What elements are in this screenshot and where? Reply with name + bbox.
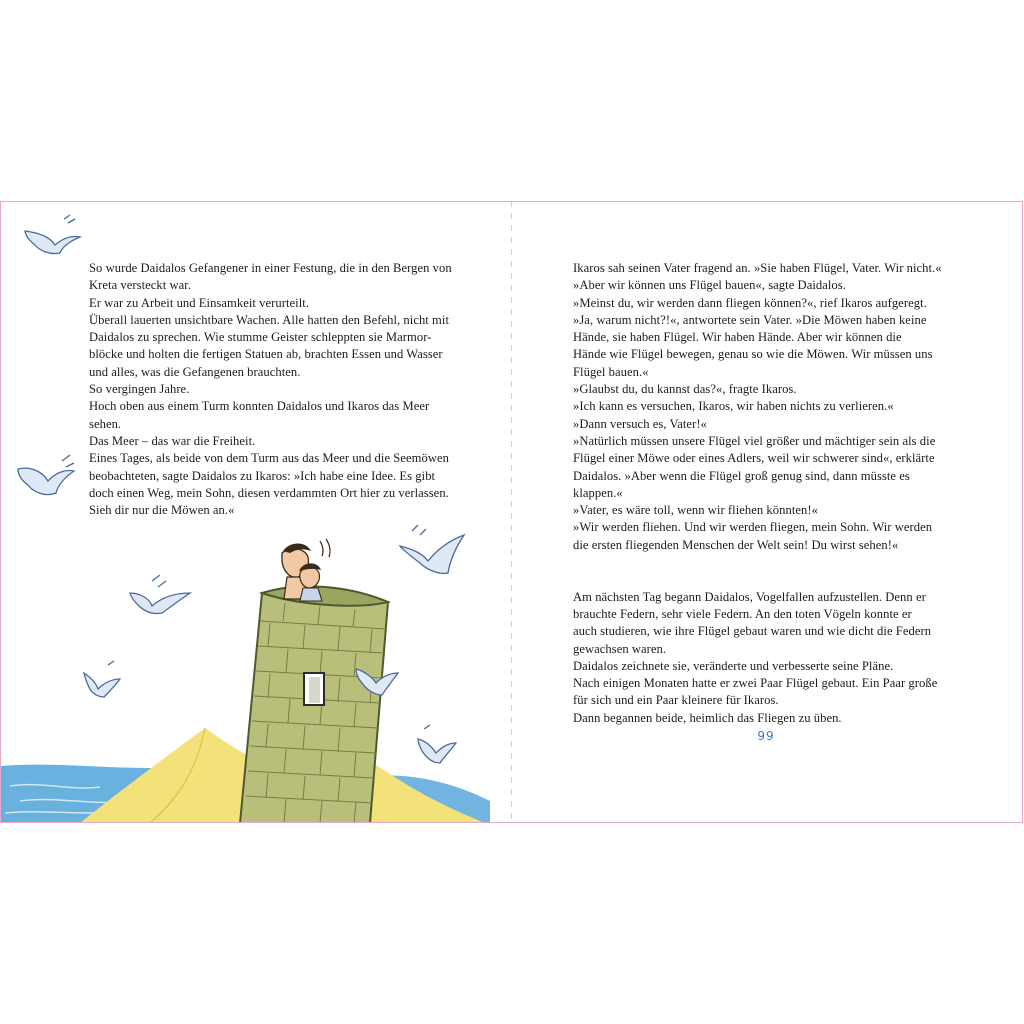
seagull-icon — [25, 215, 80, 254]
text-line: Dann begannen beide, heimlich das Fliegen zu üben. — [573, 710, 842, 725]
text-line: Sieh dir nur die Möwen an.« — [89, 503, 235, 518]
seagull-icon — [418, 725, 456, 763]
seagull-icon — [84, 661, 120, 697]
page-number: 99 — [757, 729, 775, 743]
text-line: und alles, was die Gefangenen brauchten. — [89, 364, 301, 379]
text-line: So wurde Daidalos Gefangener in einer Festung, die in den Bergen von — [89, 261, 452, 275]
text-line: für sich und ein Paar kleinere für Ikaros. — [573, 693, 779, 708]
text-line: So vergingen Jahre. — [89, 382, 190, 397]
text-line: Hände wie Flügel bewegen, genau so wie die Möwen. Wir müssen uns — [573, 347, 933, 362]
text-line: Ikaros sah seinen Vater fragend an. »Sie haben Flügel, Vater. Wir nicht.« — [573, 261, 942, 275]
text-line: Flügel einer Möwe oder eines Adlers, weil wir schwerer sind«, erklärte — [573, 451, 935, 466]
text-line: brauchte Federn, sehr viele Federn. An den toten Vögeln konnte er — [573, 606, 912, 621]
text-line: Hände, sie haben Flügel. Wir haben Hände. Aber wir können die — [573, 330, 902, 345]
text-line: Daidalos. »Aber wenn die Flügel groß genug sind, dann müsste es — [573, 468, 910, 483]
text-line: gewachsen waren. — [573, 641, 667, 656]
text-line: beobachteten, sagte Daidalos zu Ikaros: »Ich habe eine Idee. Es gibt — [89, 468, 436, 483]
text-line: »Ich kann es versuchen, Ikaros, wir haben nichts zu verlieren.« — [573, 399, 894, 414]
text-line: Flügel bauen.« — [573, 364, 649, 379]
text-line: klappen.« — [573, 485, 623, 500]
text-line: »Dann versuch es, Vater!« — [573, 416, 707, 431]
ikaros-figure — [299, 563, 322, 601]
text-line: Nach einigen Monaten hatte er zwei Paar Flügel gebaut. Ein Paar große — [573, 676, 938, 691]
text-line: doch einen Weg, mein Sohn, diesen verdammten Ort hier zu verlassen. — [89, 485, 449, 500]
text-line: auch studieren, wie ihre Flügel gebaut waren und wie dicht die Federn — [573, 624, 932, 639]
text-line: »Glaubst du, du kannst das?«, fragte Ikaros. — [573, 382, 797, 397]
text-line: die ersten fliegenden Menschen der Welt sein! Du wirst sehen!« — [573, 537, 899, 552]
text-line: »Natürlich müssen unsere Flügel viel größer und mächtiger sein als die — [573, 433, 936, 448]
paragraph-gap — [573, 554, 968, 571]
text-line: Überall lauerten unsichtbare Wachen. Alle hatten den Befehl, nicht mit — [89, 312, 449, 327]
text-line: blöcke und holten die fertigen Statuen ab, brachten Essen und Wasser — [89, 347, 443, 362]
text-line: »Wir werden fliehen. Und wir werden fliegen, mein Sohn. Wir werden — [573, 520, 933, 535]
left-page — [0, 201, 511, 823]
text-line: Kreta versteckt war. — [89, 278, 192, 293]
text-line: »Vater, es wäre toll, wenn wir fliehen könnten!« — [573, 503, 818, 518]
text-line: sehen. — [89, 416, 122, 431]
seagull-icon — [18, 455, 74, 495]
seagull-icon — [400, 525, 464, 573]
left-page-text — [89, 260, 459, 519]
text-line: Hoch oben aus einem Turm konnten Daidalos und Ikaros das Meer — [89, 399, 430, 414]
text-line: Am nächsten Tag begann Daidalos, Vogelfallen aufzustellen. Denn er — [573, 589, 926, 604]
text-line: »Aber wir können uns Flügel bauen«, sagte Daidalos. — [573, 278, 846, 293]
text-line: Daidalos zu sprechen. Wie stumme Geister schleppten sie Marmor- — [89, 330, 432, 345]
text-line: »Ja, warum nicht?!«, antwortete sein Vater. »Die Möwen haben keine — [573, 312, 927, 327]
tower — [240, 586, 388, 823]
text-line: Daidalos zeichnete sie, veränderte und verbesserte seine Pläne. — [573, 658, 894, 673]
text-line: »Meinst du, wir werden dann fliegen können?«, rief Ikaros aufgeregt. — [573, 295, 927, 310]
seagull-icon — [130, 575, 190, 614]
paragraph-gap — [573, 571, 968, 588]
text-line: Eines Tages, als beide von dem Turm aus das Meer und die Seemöwen — [89, 451, 449, 466]
text-line: Das Meer – das war die Freiheit. — [89, 433, 256, 448]
right-page — [512, 201, 1023, 823]
right-page-text — [573, 260, 968, 727]
text-line: Er war zu Arbeit und Einsamkeit verurteilt. — [89, 295, 310, 310]
